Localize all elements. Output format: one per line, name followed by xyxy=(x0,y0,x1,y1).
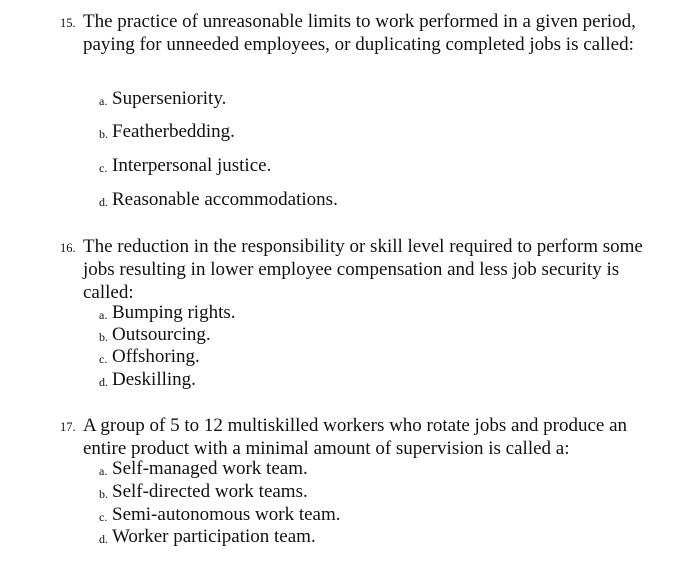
option-text: Outsourcing. xyxy=(112,324,211,345)
option-17-a xyxy=(0,457,700,481)
option-text: Semi-autonomous work team. xyxy=(112,504,341,525)
option-text: Interpersonal justice. xyxy=(112,155,272,176)
option-16-c xyxy=(0,345,700,369)
option-text: Self-directed work teams. xyxy=(112,481,308,502)
option-text: Superseniority. xyxy=(112,88,227,109)
option-letter: b. xyxy=(99,330,108,344)
option-letter: c. xyxy=(99,161,108,175)
option-16-a xyxy=(0,301,700,325)
option-17-d xyxy=(0,525,700,549)
option-text: Self-managed work team. xyxy=(112,458,308,479)
option-15-a xyxy=(0,87,700,111)
option-text: Bumping rights. xyxy=(112,302,236,323)
option-letter: b. xyxy=(99,127,108,141)
option-15-c xyxy=(0,154,700,178)
question-text: The reduction in the responsibility or skill level required to perform some jobs resulting in lower employee compensation and less job security is called: xyxy=(83,236,643,303)
option-text: Worker participation team. xyxy=(112,526,316,547)
option-15-d xyxy=(0,188,700,212)
option-letter: d. xyxy=(99,375,108,389)
question-number: 17. xyxy=(60,420,76,434)
option-letter: b. xyxy=(99,487,108,501)
option-17-c xyxy=(0,503,700,527)
option-text: Featherbedding. xyxy=(112,121,235,142)
option-letter: c. xyxy=(99,352,108,366)
question-number: 15. xyxy=(60,16,76,30)
question-text: A group of 5 to 12 multiskilled workers who rotate jobs and produce an entire product with a minimal amount of supervision is called a: xyxy=(83,415,628,459)
option-16-d xyxy=(0,368,700,392)
question-number: 16. xyxy=(60,241,76,255)
option-letter: a. xyxy=(99,308,108,322)
option-letter: a. xyxy=(99,94,108,108)
option-17-b xyxy=(0,480,700,504)
option-16-b xyxy=(0,323,700,347)
option-text: Reasonable accommodations. xyxy=(112,189,338,210)
option-letter: d. xyxy=(99,532,108,546)
option-letter: d. xyxy=(99,195,108,209)
option-text: Deskilling. xyxy=(112,369,196,390)
option-15-b xyxy=(0,120,700,144)
option-text: Offshoring. xyxy=(112,346,200,367)
question-text: The practice of unreasonable limits to work performed in a given period, paying for unneeded employees, or duplicating completed jobs is called: xyxy=(83,11,636,55)
option-letter: a. xyxy=(99,464,108,478)
option-letter: c. xyxy=(99,510,108,524)
